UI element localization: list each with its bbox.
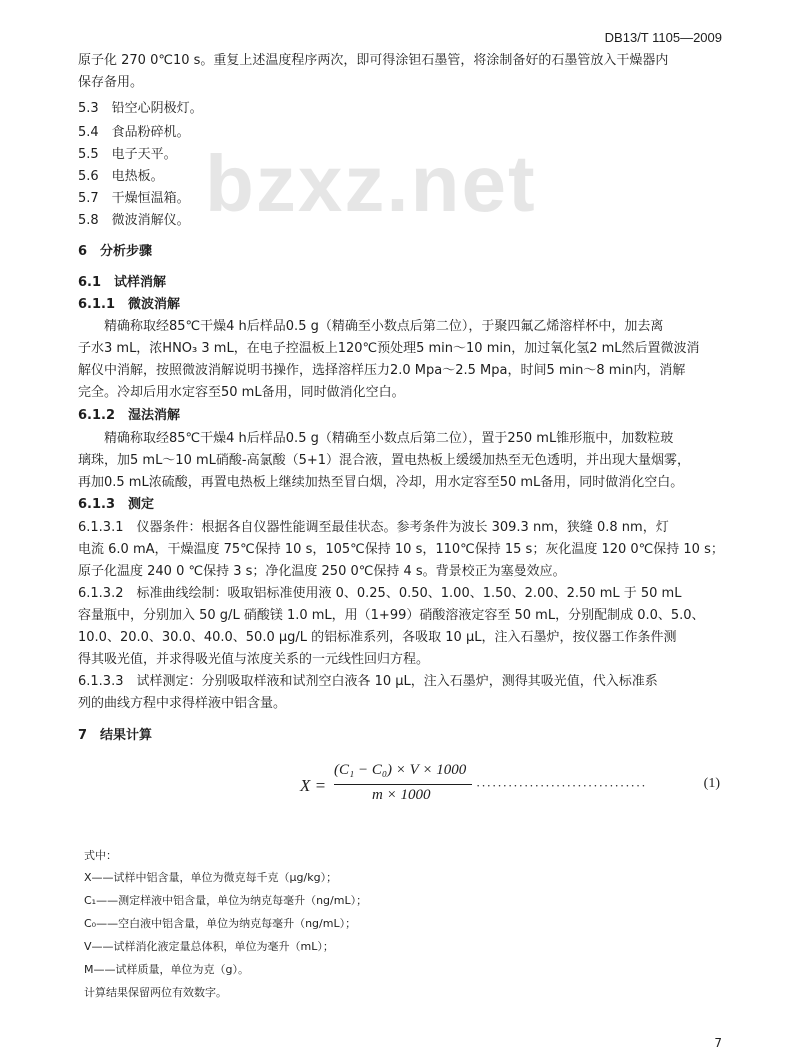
clause-5-4: 5.4 食品粉碎机。 — [78, 125, 190, 140]
formula-numerator: (C₁ − C₀) × V × 1000 — [334, 762, 467, 778]
text-line: 电流 6.0 mA，干燥温度 75℃保持 10 s，105℃保持 10 s，110℃保持 15 s；灰化温度 120 0℃保持 10 s； — [78, 542, 724, 557]
standard-code: DB13/T 1105—2009 — [604, 30, 722, 45]
legend-item: V——试样消化液定量总体积，单位为毫升（mL）； — [84, 940, 334, 953]
text-line: 得其吸光值，并求得吸光值与浓度关系的一元线性回归方程。 — [78, 652, 430, 667]
equation-number: (1) — [703, 776, 720, 791]
text-line: 璃珠，加5 mL～10 mL硝酸-高氯酸（5+1）混合液，置电热板上缓缓加热至无色透明，并出现大量烟雾， — [78, 453, 691, 468]
text-line: 10.0、20.0、30.0、40.0、50.0 μg/L 的铝标准系列，各吸取 10 μL，注入石墨炉，按仪器工作条件测 — [78, 630, 677, 645]
legend-item: C₀——空白液中铝含量，单位为纳克每毫升（ng/mL）； — [84, 917, 357, 930]
result-formula — [300, 762, 720, 812]
legend-note: 计算结果保留两位有效数字。 — [84, 986, 227, 999]
legend-item: C₁——测定样液中铝含量，单位为纳克每毫升（ng/mL）； — [84, 894, 368, 907]
text-line: 再加0.5 mL浓硫酸，再置电热板上继续加热至冒白烟，冷却，用水定容至50 mL备用，同时做消化空白。 — [78, 475, 684, 490]
formula-lhs: X = — [300, 776, 327, 795]
formula-denominator: m × 1000 — [372, 787, 431, 803]
legend-item: X——试样中铝含量，单位为微克每千克（μg/kg）； — [84, 871, 338, 884]
text-line: 解仪中消解，按照微波消解说明书操作，选择溶样压力2.0 Mpa～2.5 Mpa，时间5 min～8 min内，消解 — [78, 363, 686, 378]
text-line: 列的曲线方程中求得样液中铝含量。 — [78, 696, 287, 711]
legend-intro: 式中： — [84, 849, 117, 862]
text-line: 6.1.3.2 标准曲线绘制：吸取铝标准使用液 0、0.25、0.50、1.00、1.50、2.00、2.50 mL 于 50 mL — [78, 586, 682, 601]
text-line: 精确称取经85℃干燥4 h后样品0.5 g（精确至小数点后第二位），于聚四氟乙烯溶样杯中，加去离 — [78, 319, 664, 334]
text-line: 保存备用。 — [78, 75, 144, 90]
watermark: bzxz.net — [205, 139, 537, 228]
heading-6-1: 6.1 试样消解 — [78, 275, 167, 290]
text-line: 精确称取经85℃干燥4 h后样品0.5 g（精确至小数点后第二位），置于250 mL锥形瓶中，加数粒玻 — [78, 431, 674, 446]
page-number: 7 — [714, 1036, 722, 1050]
text-line: 6.1.3.3 试样测定：分别吸取样液和试剂空白液各 10 μL，注入石墨炉，测得其吸光值，代入标准系 — [78, 674, 658, 689]
text-line: 原子化 270 0℃10 s。重复上述温度程序两次，即可得涂钽石墨管，将涂制备好的石墨管放入干燥器内 — [78, 53, 669, 68]
leader-dots: ································ — [476, 778, 647, 793]
text-line: 容量瓶中，分别加入 50 g/L 硝酸镁 1.0 mL，用（1+99）硝酸溶液定容至 50 mL，分别配制成 0.0、5.0、 — [78, 608, 705, 623]
section-heading-7: 7 结果计算 — [78, 728, 153, 743]
heading-6-1-1: 6.1.1 微波消解 — [78, 297, 181, 312]
text-line: 6.1.3.1 仪器条件：根据各自仪器性能调至最佳状态。参考条件为波长 309.3 nm，狭缝 0.8 nm，灯 — [78, 520, 669, 535]
section-heading-6: 6 分析步骤 — [78, 244, 153, 259]
clause-5-8: 5.8 微波消解仪。 — [78, 213, 190, 228]
legend-item: M——试样质量，单位为克（g）。 — [84, 963, 249, 976]
text-line: 子水3 mL，浓HNO₃ 3 mL，在电子控温板上120℃预处理5 min～10 min，加过氧化氢2 mL然后置微波消 — [78, 341, 700, 356]
clause-5-7: 5.7 干燥恒温箱。 — [78, 191, 190, 206]
heading-6-1-2: 6.1.2 湿法消解 — [78, 408, 181, 423]
clause-5-6: 5.6 电热板。 — [78, 169, 164, 184]
heading-6-1-3: 6.1.3 测定 — [78, 497, 155, 512]
fraction-bar — [334, 784, 472, 785]
text-line: 完全。冷却后用水定容至50 mL备用，同时做消化空白。 — [78, 385, 405, 400]
clause-5-5: 5.5 电子天平。 — [78, 147, 177, 162]
text-line: 原子化温度 240 0 ℃保持 3 s；净化温度 250 0℃保持 4 s。背景校正为塞曼效应。 — [78, 564, 566, 579]
clause-5-3: 5.3 铅空心阴极灯。 — [78, 101, 203, 116]
